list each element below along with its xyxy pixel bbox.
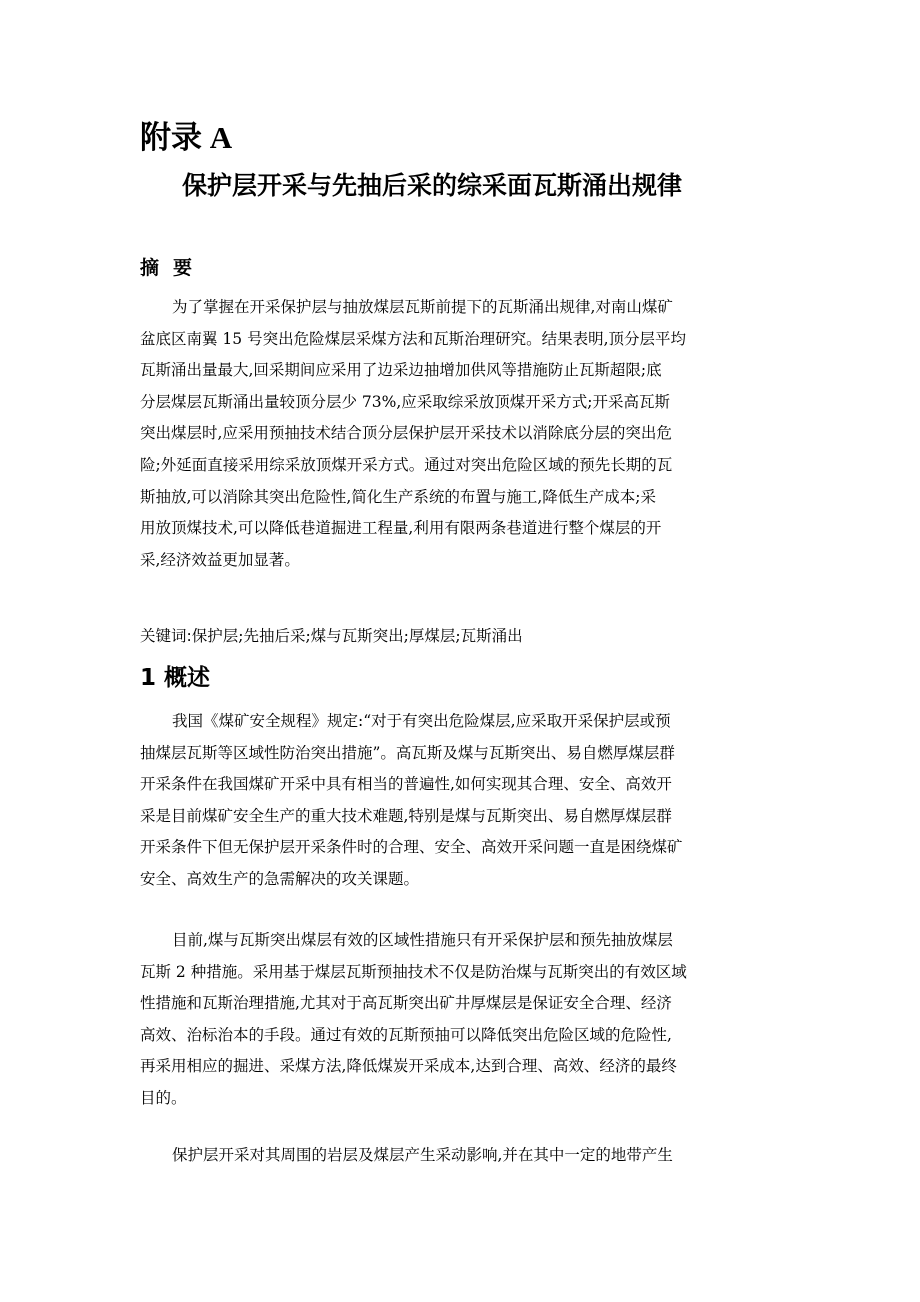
- abstract-line: 突出煤层时,应采用预抽技术结合顶分层保护层开采技术以消除底分层的突出危: [140, 424, 672, 443]
- paper-title: 保护层开采与先抽后采的综采面瓦斯涌出规律: [182, 171, 683, 200]
- body-paragraph: [140, 925, 780, 1115]
- paragraph-line: 保护层开采对其周围的岩层及煤层产生采动影响,并在其中一定的地带产生: [172, 1146, 673, 1164]
- abstract-heading: 摘要: [140, 257, 207, 279]
- paragraph-line: 抽煤层瓦斯等区域性防治突出措施”。高瓦斯及煤与瓦斯突出、易自燃厚煤层群: [140, 743, 675, 762]
- body-paragraph: [140, 1140, 780, 1172]
- paragraph-line: 高效、治标治本的手段。通过有效的瓦斯预抽可以降低突出危险区域的危险性,: [140, 1025, 672, 1044]
- paragraph-line: 开采条件在我国煤矿开采中具有相当的普遍性,如何实现其合理、安全、高效开: [140, 775, 672, 794]
- paragraph-line: 采是目前煤矿安全生产的重大技术难题,特别是煤与瓦斯突出、易自燃厚煤层群: [140, 806, 672, 825]
- section-heading: 1 概述: [140, 665, 211, 691]
- keywords: [140, 621, 780, 651]
- paragraph-line: 性措施和瓦斯治理措施,尤其对于高瓦斯突出矿井厚煤层是保证安全合理、经济: [140, 994, 672, 1013]
- paragraph-line: 瓦斯 2 种措施。采用基于煤层瓦斯预抽技术不仅是防治煤与瓦斯突出的有效区域: [140, 962, 687, 981]
- paragraph-line: 目前,煤与瓦斯突出煤层有效的区域性措施只有开采保护层和预先抽放煤层: [172, 931, 673, 949]
- abstract-line: 分层煤层瓦斯涌出量较顶分层少 73%,应采取综采放顶煤开采方式;开采高瓦斯: [140, 392, 671, 411]
- keywords-text: 保护层;先抽后采;煤与瓦斯突出;厚煤层;瓦斯涌出: [191, 627, 523, 645]
- paragraph-line: 再采用相应的掘进、采煤方法,降低煤炭开采成本,达到合理、高效、经济的最终: [140, 1057, 677, 1076]
- paragraph-line: 安全、高效生产的急需解决的攻关课题。: [140, 869, 420, 888]
- paragraph-line: 开采条件下但无保护层开采条件时的合理、安全、高效开采问题一直是困绕煤矿: [140, 838, 683, 857]
- abstract-line: 斯抽放,可以消除其突出危险性,简化生产系统的布置与施工,降低生产成本;采: [140, 487, 657, 506]
- abstract-line: 采,经济效益更加显著。: [140, 550, 300, 569]
- abstract-line: 险;外延面直接采用综采放顶煤开采方式。通过对突出危险区域的预先长期的瓦: [140, 455, 673, 474]
- abstract-line: 为了掌握在开采保护层与抽放煤层瓦斯前提下的瓦斯涌出规律,对南山煤矿: [172, 298, 673, 316]
- abstract-line: 瓦斯涌出量最大,回采期间应采用了边采边抽增加供风等措施防止瓦斯超限;底: [140, 361, 662, 380]
- abstract-line: 盆底区南翼 15 号突出危险煤层采煤方法和瓦斯治理研究。结果表明,顶分层平均: [140, 329, 687, 348]
- abstract-body: [140, 292, 780, 576]
- paragraph-line: 目的。: [140, 1088, 187, 1107]
- abstract-line: 用放顶煤技术,可以降低巷道掘进工程量,利用有限两条巷道进行整个煤层的开: [140, 519, 662, 538]
- appendix-title: 附录 A: [140, 120, 233, 155]
- body-paragraph: [140, 706, 780, 896]
- keywords-label: 关键词:: [140, 627, 192, 645]
- paragraph-line: 我国《煤矿安全规程》规定:“对于有突出危险煤层,应采取开采保护层或预: [172, 712, 671, 730]
